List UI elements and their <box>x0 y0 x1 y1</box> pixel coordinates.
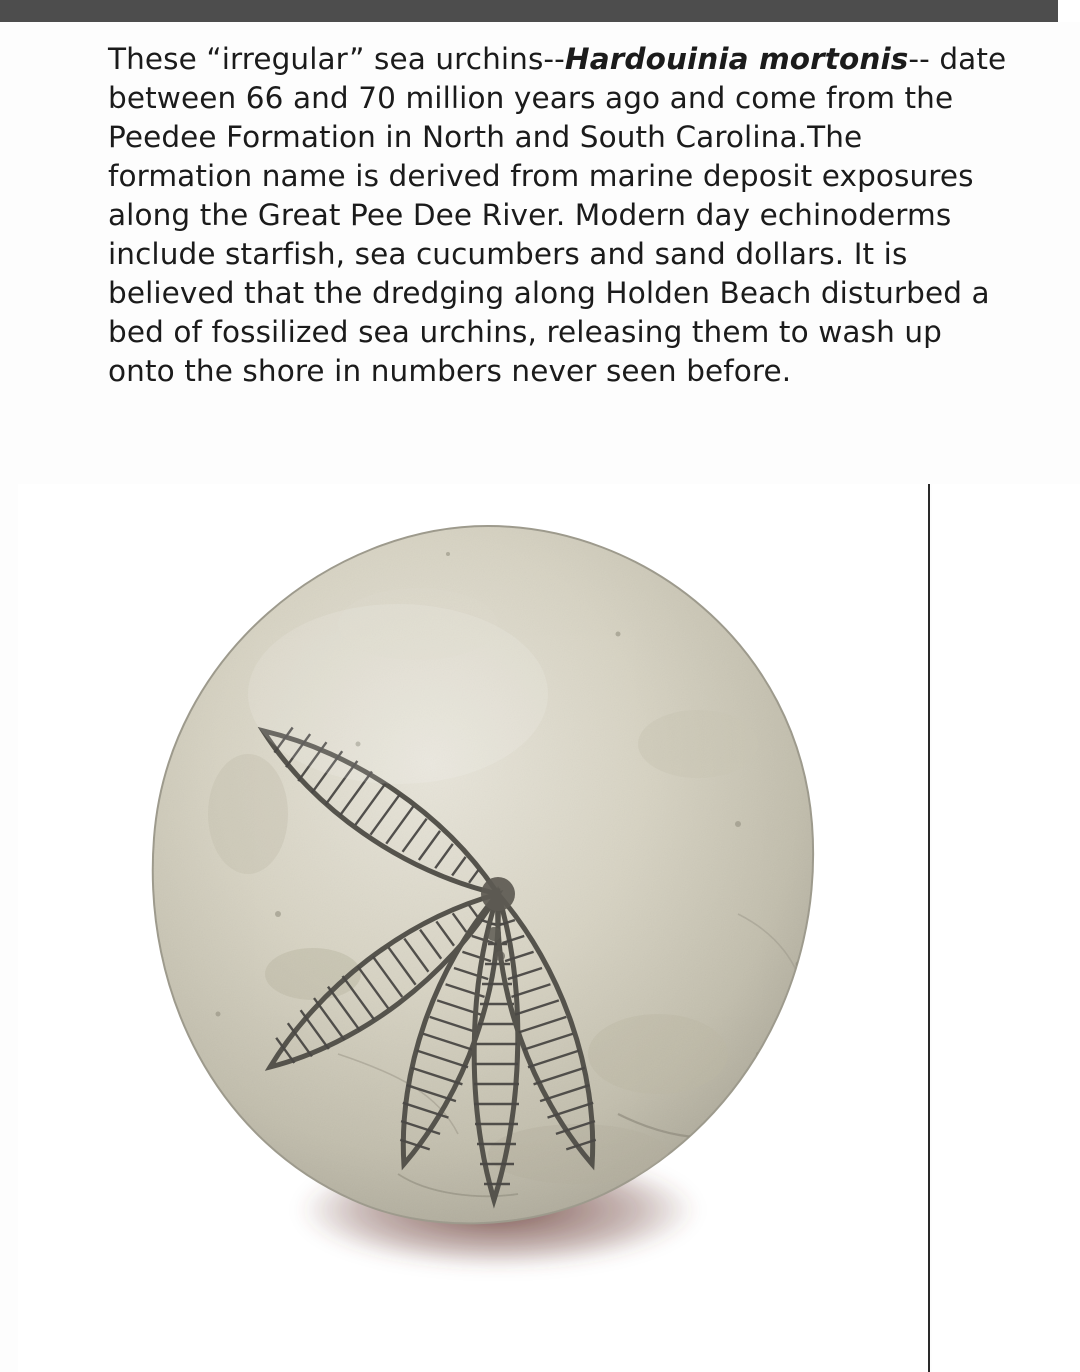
caption-dashes: -- <box>908 42 930 76</box>
photo-right-margin <box>932 484 1080 1372</box>
urchin-illustration <box>98 494 878 1294</box>
caption-lead: These “irregular” sea urchins-- <box>108 42 565 76</box>
urchin-svg <box>98 494 878 1294</box>
caption-body: date between 66 and 70 million years ago and come from the Peedee Formation in North and South Carolina.The formation name is derived from marine deposit exposures along the Great Pee Dee River. Modern day echinoderms include starfish, sea cucumbers and sand dollars. It is believed that the dredging along Holden Beach disturbed a bed of fossilized sea urchins, releasing them to wash up onto the shore in numbers never seen before. <box>108 42 1007 388</box>
apical-disc <box>481 877 515 911</box>
top-bar-right-notch <box>1058 0 1080 22</box>
fossil-sea-urchin-photo <box>18 484 930 1372</box>
caption-species-name: Hardouinia mortonis <box>564 42 909 76</box>
top-dark-bar <box>0 0 1080 22</box>
caption-text <box>108 40 1008 391</box>
